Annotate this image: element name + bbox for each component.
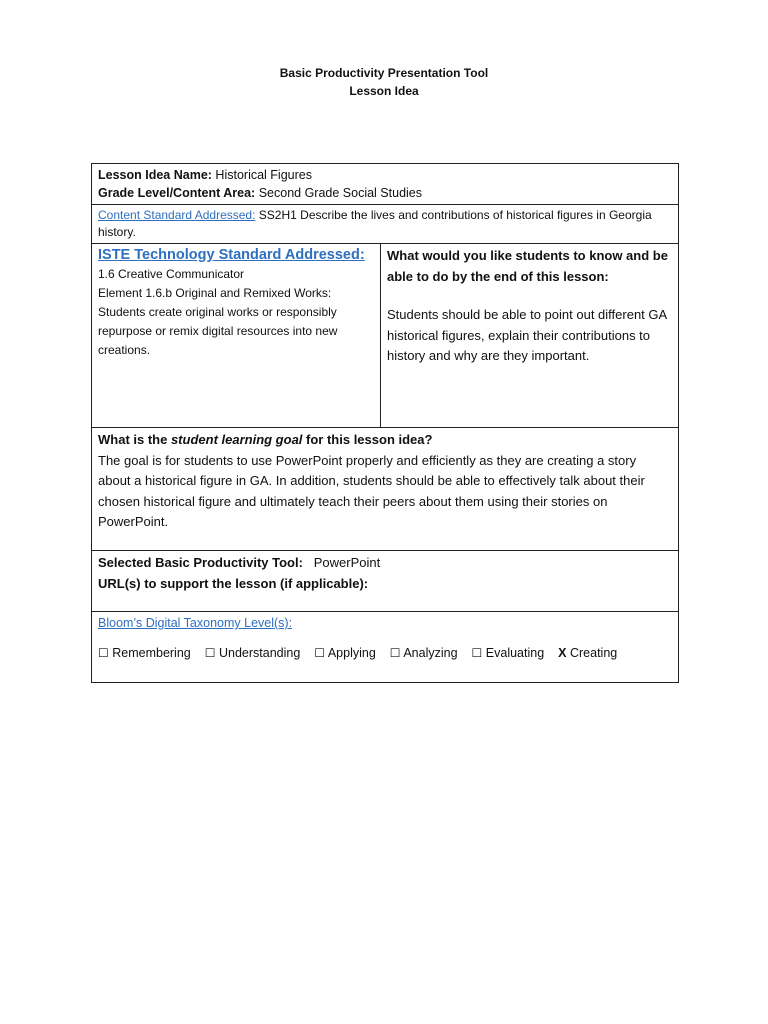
bloom-row: [92, 612, 679, 683]
lesson-idea-label: Lesson Idea Name:: [98, 168, 212, 182]
lesson-idea-value: Historical Figures: [215, 168, 312, 182]
document-title: Basic Productivity Presentation Tool: [279, 66, 489, 80]
bloom-option-label: Analyzing: [400, 646, 458, 660]
checkbox-icon: ☐: [389, 646, 401, 660]
iste-standard-line1: 1.6 Creative Communicator: [98, 267, 245, 281]
document-subtitle: Lesson Idea: [349, 84, 419, 98]
lesson-idea-line: [98, 166, 672, 184]
checkbox-icon: ☐: [98, 646, 109, 660]
content-standard-cell: [92, 205, 679, 244]
learning-goal-question-suffix: for this lesson idea?: [302, 432, 433, 447]
objective-answer: Students should be able to point out different GA historical figures, explain their contributions to history and why are they important.: [387, 307, 667, 363]
iste-standard-line3: Students create original works or responsibly repurpose or remix digital resources into new creations.: [98, 305, 338, 357]
tool-label: Selected Basic Productivity Tool:: [98, 555, 303, 570]
lesson-name-row: [92, 164, 679, 205]
bloom-levels: [98, 646, 672, 660]
url-label: URL(s) to support the lesson (if applicable):: [98, 575, 369, 591]
bloom-option-label: Evaluating: [482, 646, 545, 660]
tool-value: PowerPoint: [313, 555, 381, 570]
content-standard-value: SS2H1 Describe the lives and contributions of historical figures in Georgia history.: [98, 208, 652, 239]
lesson-idea-table: [91, 163, 679, 683]
bloom-option-creating: [558, 646, 617, 660]
spacer: [387, 287, 672, 305]
bloom-option-label: Understanding: [215, 646, 301, 660]
learning-goal-question-emphasis: student learning goal: [170, 432, 303, 447]
bloom-option-remembering: [98, 646, 191, 660]
learning-goal-question: [98, 430, 672, 451]
bloom-cell: [92, 612, 679, 683]
bloom-option-evaluating: [472, 646, 545, 660]
learning-goal-question-prefix: What is the: [98, 432, 171, 447]
bloom-option-label: Remembering: [108, 646, 191, 660]
tool-cell: [92, 551, 679, 612]
bloom-option-applying: [314, 646, 376, 660]
grade-level-label: Grade Level/Content Area:: [98, 186, 256, 200]
document-header: [0, 64, 768, 100]
tool-row: [92, 551, 679, 612]
content-standard-row: [92, 205, 679, 244]
learning-goal-row: [92, 428, 679, 551]
iste-standard-line2: Element 1.6.b Original and Remixed Works:: [98, 286, 332, 300]
checkbox-icon: ☐: [204, 646, 216, 660]
bloom-option-label: Applying: [325, 646, 376, 660]
bloom-option-understanding: [205, 646, 301, 660]
checked-mark-icon: X: [558, 646, 567, 660]
bloom-label: Bloom’s Digital Taxonomy Level(s):: [98, 616, 293, 630]
learning-goal-cell: [92, 428, 679, 551]
bloom-option-analyzing: [390, 646, 458, 660]
grade-level-value: Second Grade Social Studies: [258, 186, 422, 200]
iste-cell: [92, 244, 381, 428]
iste-standard-label: ISTE Technology Standard Addressed:: [98, 247, 365, 263]
standards-row: [92, 244, 679, 428]
bloom-option-label: Creating: [566, 646, 618, 660]
lesson-name-cell: [92, 164, 679, 205]
checkbox-icon: ☐: [471, 646, 483, 660]
tool-line: [98, 553, 672, 574]
objective-cell: [381, 244, 679, 428]
grade-level-line: [98, 184, 672, 202]
content-standard-label: Content Standard Addressed:: [98, 208, 256, 222]
learning-goal-answer: The goal is for students to use PowerPoint properly and efficiently as they are creating a story about a historical figure in GA. In addition, students should be able to effectively talk about their chosen historical figure and ultimately teach their peers about them using their stories on PowerPoint.: [98, 452, 645, 529]
objective-question: What would you like students to know and be able to do by the end of this lesson:: [387, 248, 668, 284]
checkbox-icon: ☐: [314, 646, 326, 660]
